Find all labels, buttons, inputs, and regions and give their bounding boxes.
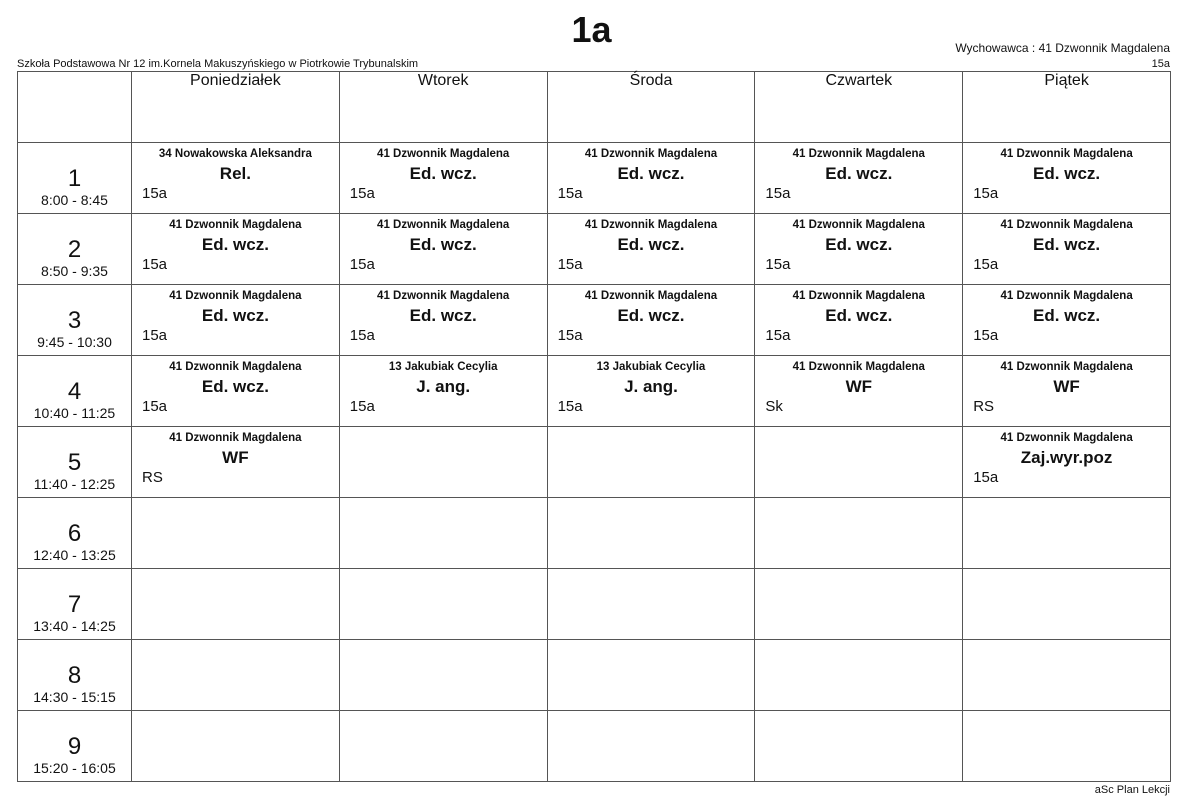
day-header: Poniedziałek (132, 72, 340, 143)
lesson-cell (132, 498, 340, 569)
period-cell (18, 427, 132, 498)
lesson-cell (547, 711, 755, 782)
period-row (18, 569, 1171, 640)
lesson-subject: Ed. wcz. (201, 306, 269, 325)
lesson-room: 15a (557, 327, 583, 344)
lesson-cell (339, 569, 547, 640)
lesson-teacher: 41 Dzwonnik Magdalena (792, 361, 925, 373)
period-cell (18, 285, 132, 356)
lesson-teacher: 41 Dzwonnik Magdalena (584, 290, 718, 302)
lesson-cell (132, 711, 340, 782)
class-tutor: Wychowawca : 41 Dzwonnik Magdalena (955, 41, 1170, 55)
lesson-subject: Zaj.wyr.poz (1020, 448, 1113, 467)
period-time: 13:40 - 14:25 (33, 618, 116, 634)
lesson-room: 15a (973, 469, 999, 486)
lesson-cell (132, 143, 340, 214)
lesson-room: 15a (142, 327, 168, 344)
lesson-cell (547, 569, 755, 640)
period-number: 9 (67, 733, 82, 760)
period-cell (18, 640, 132, 711)
period-number: 2 (67, 236, 82, 263)
day-header-row (18, 72, 1171, 143)
lesson-teacher: 41 Dzwonnik Magdalena (792, 148, 925, 160)
period-number: 3 (67, 307, 82, 334)
lesson-cell (755, 711, 963, 782)
period-time: 14:30 - 15:15 (33, 689, 116, 705)
lesson-room: 15a (142, 185, 168, 202)
period-number: 6 (67, 520, 82, 547)
lesson-room: 15a (349, 185, 375, 202)
lesson-room: 15a (349, 327, 375, 344)
lesson-cell (755, 214, 963, 285)
period-number: 1 (67, 165, 82, 192)
timetable-body (18, 143, 1171, 782)
lesson-room: 15a (557, 185, 583, 202)
day-header: Środa (547, 72, 755, 143)
lesson-room: 15a (142, 398, 168, 415)
lesson-room: 15a (973, 256, 999, 273)
lesson-teacher: 41 Dzwonnik Magdalena (169, 361, 302, 373)
period-cell (18, 569, 132, 640)
lesson-room: 15a (142, 256, 168, 273)
day-header: Wtorek (339, 72, 547, 143)
lesson-cell (132, 569, 340, 640)
lesson-subject: Ed. wcz. (617, 235, 685, 254)
period-cell (18, 711, 132, 782)
lesson-cell (339, 214, 547, 285)
lesson-cell (132, 214, 340, 285)
lesson-cell (132, 427, 340, 498)
lesson-cell (132, 285, 340, 356)
lesson-room: 15a (349, 398, 375, 415)
lesson-subject: Ed. wcz. (1033, 164, 1101, 183)
lesson-teacher: 41 Dzwonnik Magdalena (169, 219, 302, 231)
lesson-teacher: 41 Dzwonnik Magdalena (169, 432, 302, 444)
lesson-teacher: 41 Dzwonnik Magdalena (377, 148, 510, 160)
lesson-cell (755, 143, 963, 214)
lesson-cell (963, 143, 1171, 214)
lesson-subject: Ed. wcz. (1033, 306, 1101, 325)
lesson-teacher: 34 Nowakowska Aleksandra (158, 148, 312, 160)
period-time: 8:00 - 8:45 (41, 192, 108, 208)
period-row (18, 143, 1171, 214)
lesson-cell (963, 214, 1171, 285)
lesson-subject: Ed. wcz. (825, 235, 893, 254)
lesson-cell (755, 498, 963, 569)
class-title: 1a (571, 9, 612, 50)
period-time: 11:40 - 12:25 (33, 476, 116, 492)
period-row (18, 356, 1171, 427)
period-number: 4 (67, 378, 82, 405)
day-header: Czwartek (755, 72, 963, 143)
lesson-teacher: 13 Jakubiak Cecylia (596, 361, 706, 373)
period-cell (18, 498, 132, 569)
period-row (18, 214, 1171, 285)
lesson-cell (339, 498, 547, 569)
period-number: 8 (67, 662, 82, 689)
lesson-cell (547, 356, 755, 427)
lesson-teacher: 13 Jakubiak Cecylia (388, 361, 498, 373)
lesson-teacher: 41 Dzwonnik Magdalena (377, 219, 510, 231)
lesson-subject: WF (1053, 377, 1080, 396)
lesson-cell (963, 640, 1171, 711)
lesson-cell (132, 356, 340, 427)
lesson-cell (755, 356, 963, 427)
period-time: 10:40 - 11:25 (33, 405, 116, 421)
lesson-cell (547, 498, 755, 569)
period-row (18, 640, 1171, 711)
lesson-cell (755, 285, 963, 356)
lesson-teacher: 41 Dzwonnik Magdalena (1000, 432, 1133, 444)
lesson-subject: Ed. wcz. (1033, 235, 1101, 254)
lesson-cell (547, 640, 755, 711)
lesson-room: 15a (765, 327, 791, 344)
footer-credit: aSc Plan Lekcji (1094, 784, 1170, 796)
lesson-room: 15a (557, 256, 583, 273)
period-time: 15:20 - 16:05 (33, 760, 116, 776)
lesson-cell (547, 214, 755, 285)
home-room: 15a (1151, 58, 1170, 70)
lesson-subject: J. ang. (624, 377, 678, 396)
lesson-teacher: 41 Dzwonnik Magdalena (169, 290, 302, 302)
lesson-subject: J. ang. (416, 377, 471, 396)
period-time: 9:45 - 10:30 (37, 334, 112, 350)
lesson-teacher: 41 Dzwonnik Magdalena (792, 290, 925, 302)
lesson-subject: Ed. wcz. (409, 164, 477, 183)
lesson-cell (339, 711, 547, 782)
lesson-room: 15a (765, 185, 791, 202)
lesson-cell (963, 356, 1171, 427)
day-header: Piątek (963, 72, 1171, 143)
lesson-cell (755, 569, 963, 640)
lesson-room: 15a (557, 398, 583, 415)
period-row (18, 285, 1171, 356)
lesson-cell (963, 711, 1171, 782)
lesson-cell (963, 285, 1171, 356)
period-number: 7 (67, 591, 82, 618)
lesson-room: RS (973, 398, 995, 415)
lesson-cell (339, 356, 547, 427)
lesson-cell (755, 640, 963, 711)
lesson-teacher: 41 Dzwonnik Magdalena (377, 290, 510, 302)
lesson-cell (547, 427, 755, 498)
lesson-cell (547, 143, 755, 214)
lesson-cell (339, 285, 547, 356)
school-name: Szkoła Podstawowa Nr 12 im.Kornela Makuszyńskiego w Piotrkowie Trybunalskim (17, 58, 419, 70)
period-row (18, 711, 1171, 782)
lesson-teacher: 41 Dzwonnik Magdalena (792, 219, 925, 231)
lesson-cell (963, 498, 1171, 569)
lesson-teacher: 41 Dzwonnik Magdalena (584, 219, 718, 231)
lesson-subject: Ed. wcz. (409, 306, 477, 325)
lesson-cell (339, 143, 547, 214)
period-row (18, 498, 1171, 569)
lesson-room: 15a (973, 327, 999, 344)
lesson-subject: WF (845, 377, 872, 396)
lesson-cell (963, 569, 1171, 640)
lesson-room: RS (142, 469, 163, 486)
lesson-room: 15a (765, 256, 791, 273)
lesson-cell (755, 427, 963, 498)
period-row (18, 427, 1171, 498)
corner-cell (18, 72, 132, 143)
lesson-teacher: 41 Dzwonnik Magdalena (1000, 361, 1133, 373)
lesson-room: 15a (973, 185, 999, 202)
timetable (17, 71, 1171, 782)
lesson-cell (547, 285, 755, 356)
lesson-teacher: 41 Dzwonnik Magdalena (1000, 290, 1133, 302)
lesson-cell (963, 427, 1171, 498)
period-number: 5 (67, 449, 82, 476)
lesson-subject: Ed. wcz. (617, 306, 685, 325)
lesson-subject: Ed. wcz. (201, 235, 269, 254)
period-time: 8:50 - 9:35 (41, 263, 108, 279)
lesson-teacher: 41 Dzwonnik Magdalena (584, 148, 718, 160)
lesson-room: 15a (349, 256, 375, 273)
lesson-subject: Ed. wcz. (617, 164, 685, 183)
lesson-subject: WF (222, 448, 249, 467)
lesson-cell (132, 640, 340, 711)
period-cell (18, 143, 132, 214)
lesson-subject: Ed. wcz. (409, 235, 477, 254)
lesson-cell (339, 427, 547, 498)
lesson-teacher: 41 Dzwonnik Magdalena (1000, 219, 1133, 231)
lesson-subject: Ed. wcz. (201, 377, 269, 396)
lesson-subject: Ed. wcz. (825, 164, 893, 183)
lesson-teacher: 41 Dzwonnik Magdalena (1000, 148, 1133, 160)
lesson-subject: Ed. wcz. (825, 306, 893, 325)
lesson-subject: Rel. (219, 164, 251, 183)
lesson-cell (339, 640, 547, 711)
period-time: 12:40 - 13:25 (33, 547, 116, 563)
lesson-room: Sk (765, 398, 783, 415)
period-cell (18, 356, 132, 427)
period-cell (18, 214, 132, 285)
